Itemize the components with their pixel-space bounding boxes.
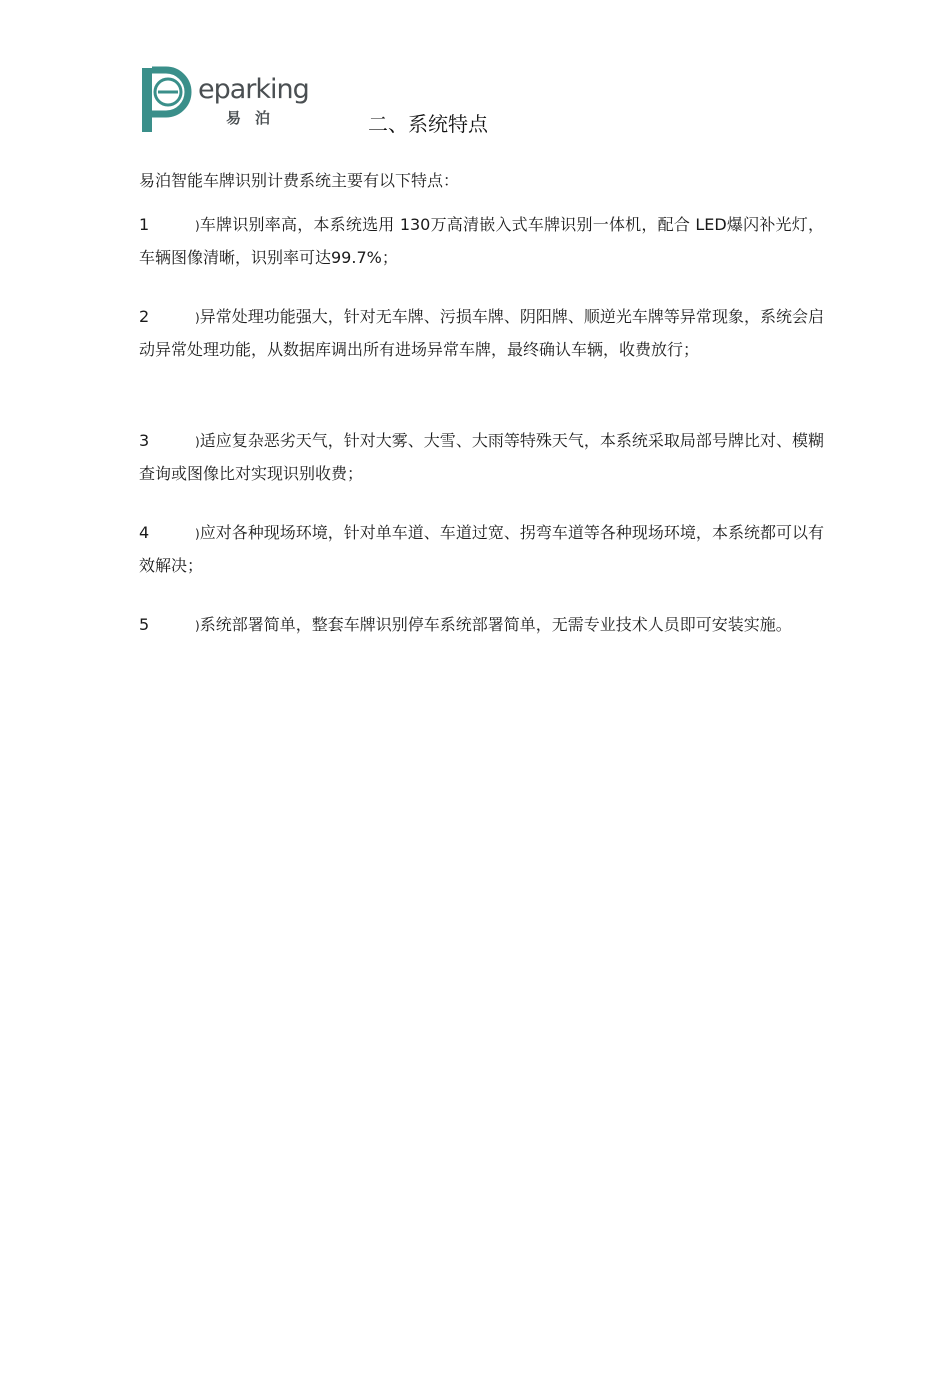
feature-number: 2 <box>139 307 150 326</box>
logo-chinese-name: 易泊 <box>226 109 285 127</box>
feature-number: 1 <box>139 215 150 234</box>
feature-text: 车牌识别率高，本系统选用 130万高清嵌入式车牌识别一体机，配合 LED爆闪补光灯，车辆图像清晰，识别率可达99.7%； <box>139 215 824 267</box>
feature-paren: ) <box>195 527 200 541</box>
feature-item <box>139 301 824 366</box>
feature-text: 应对各种现场环境，针对单车道、车道过宽、拐弯车道等各种现场环境，本系统都可以有效解决； <box>139 523 824 575</box>
feature-paren: ) <box>195 435 200 449</box>
feature-text: 适应复杂恶劣天气，针对大雾、大雪、大雨等特殊天气，本系统采取局部号牌比对、模糊查询或图像比对实现识别收费； <box>139 431 824 483</box>
feature-number: 5 <box>139 615 150 634</box>
logo-wordmark: eparking <box>198 74 309 105</box>
eparking-logo-mark-icon <box>140 66 192 136</box>
feature-item <box>139 425 824 490</box>
eparking-logo <box>140 66 310 136</box>
feature-item <box>139 517 824 582</box>
feature-text: 系统部署简单，整套车牌识别停车系统部署简单，无需专业技术人员即可安装实施。 <box>199 615 792 634</box>
feature-item <box>139 609 824 642</box>
feature-paren: ) <box>195 619 200 633</box>
intro-text: 易泊智能车牌识别计费系统主要有以下特点： <box>139 171 460 190</box>
feature-number: 3 <box>139 431 150 450</box>
section-title: 二、系统特点 <box>368 112 488 136</box>
feature-text: 异常处理功能强大，针对无车牌、污损车牌、阴阳牌、顺逆光车牌等异常现象，系统会启动异常处理功能，从数据库调出所有进场异常车牌，最终确认车辆，收费放行； <box>139 307 824 359</box>
feature-paren: ) <box>195 219 200 233</box>
feature-paren: ) <box>195 311 200 325</box>
feature-number: 4 <box>139 523 150 542</box>
feature-item <box>139 209 824 274</box>
